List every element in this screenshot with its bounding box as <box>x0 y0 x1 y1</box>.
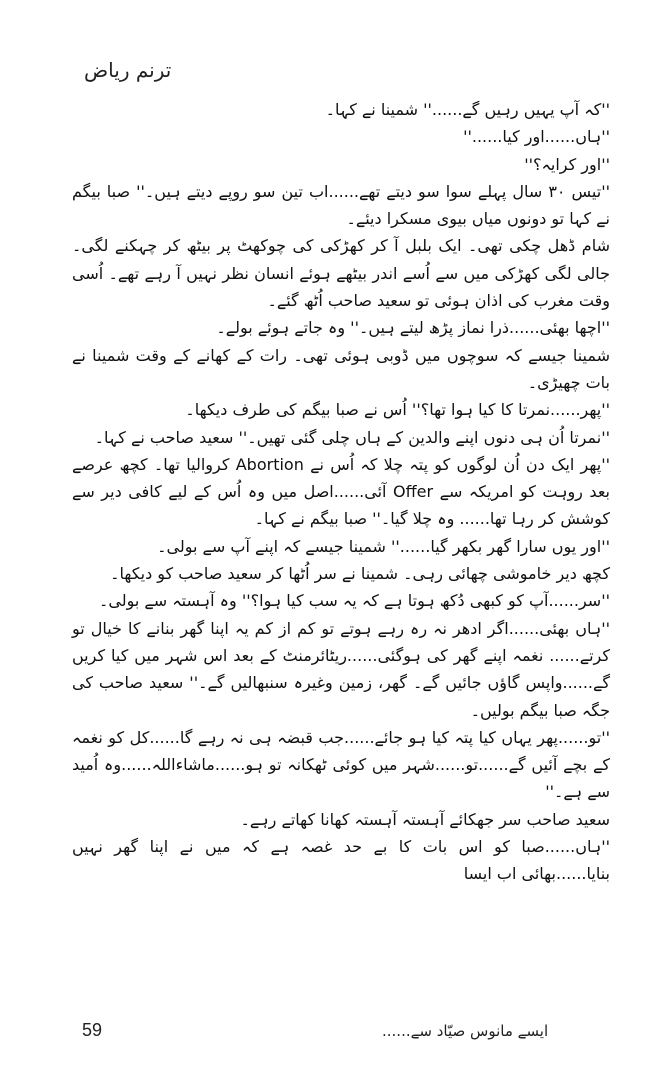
story-text <box>72 96 610 888</box>
paragraph: ''پھر......نمرتا کا کیا ہوا تھا؟'' اُس نے صبا بیگم کی طرف دیکھا۔ <box>185 400 610 420</box>
paragraph: ''سر......آپ کو کبھی دُکھ ہوتا ہے کہ یہ سب کیا ہوا؟'' وہ آہستہ سے بولی۔ <box>99 591 610 611</box>
paragraph: ''نمرتا اُن ہی دنوں اپنے والدین کے ہاں چلی گئی تھیں۔'' سعید صاحب نے کہا۔ <box>94 427 610 447</box>
page-number: 59 <box>82 1020 103 1040</box>
paragraph: ''ہاں بھئی......اگر ادھر نہ رہ رہے ہوتے تو کم از کم یہ اپنا گھر بنانے کا خیال تو کرتے...... نغمہ اپنے گھر کی ہوگئی......ریٹائرمنٹ کے بعد اس شہر میں کیا کریں گے......واپس گاؤں جائیں گے۔ گھر، زمین وغیرہ سنبھالیں گے۔'' سعید صاحب کی جگہ صبا بیگم بولیں۔ <box>72 618 610 720</box>
paragraph: ''اچھا بھئی......ذرا نماز پڑھ لیتے ہیں۔'' وہ جاتے ہوئے بولے۔ <box>216 318 610 338</box>
paragraph: ''پھر ایک دن اُن لوگوں کو پتہ چلا کہ اُس نے Abortion کروالیا تھا۔ کچھ عرصے بعد روہت کو امریکہ سے Offer آئی......اصل میں وہ اُس کے لیے کافی دیر سے کوشش کر رہا تھا...... وہ چلا گیا۔'' صبا بیگم نے کہا۔ <box>72 454 611 529</box>
paragraph: ''اور کرایہ؟'' <box>524 154 610 174</box>
paragraph: ''تیس ۳۰ سال پہلے سوا سو دیتے تھے......اب تین سو روپے دیتے ہیں۔'' صبا بیگم نے کہا تو دونوں میاں بیوی مسکرا دیئے۔ <box>72 181 610 229</box>
author-header: ترنم ریاض <box>84 58 172 82</box>
paragraph: ''ہاں......اور کیا......'' <box>463 127 610 147</box>
book-title-footer: ایسے مانوس صیّاد سے...... <box>382 1022 549 1040</box>
paragraph: ''تو......پھر یہاں کیا پتہ کیا ہو جائے......جب قبضہ ہی نہ رہے گا......کل کو نغمہ کے بچے آئیں گے......تو......شہر میں کوئی ٹھکانہ تو ہو......ماشاءاللہ......وہ اُمید سے ہے۔'' <box>72 727 610 802</box>
paragraph: ''اور یوں سارا گھر بکھر گیا......'' شمینا جیسے کہ اپنے آپ سے بولی۔ <box>157 536 610 556</box>
paragraph: کچھ دیر خاموشی چھائی رہی۔ شمینا نے سر اُٹھا کر سعید صاحب کو دیکھا۔ <box>110 564 610 584</box>
paragraph: ''ہاں......صبا کو اس بات کا بے حد غصہ ہے کہ میں نے اپنا گھر نہیں بنایا......بھائی اب ایسا <box>72 837 610 884</box>
paragraph: سعید صاحب سر جھکائے آہستہ آہستہ کھانا کھاتے رہے۔ <box>240 809 610 829</box>
paragraph: شام ڈھل چکی تھی۔ ایک بلبل آ کر کھڑکی کی چوکھٹ پر بیٹھ کر چہکنے لگی۔ جالی لگی کھڑکی میں سے اُسے اندر بیٹھے ہوئے انسان نظر نہیں آ رہے تھے۔ اُسی وقت مغرب کی اذان ہوئی تو سعید صاحب اُٹھ گئے۔ <box>72 236 610 311</box>
paragraph: شمینا جیسے کہ سوچوں میں ڈوبی ہوئی تھی۔ رات کے کھانے کے وقت شمینا نے بات چھیڑی۔ <box>72 345 610 392</box>
paragraph: ''کہ آپ یہیں رہیں گے......'' شمینا نے کہا۔ <box>325 100 610 119</box>
